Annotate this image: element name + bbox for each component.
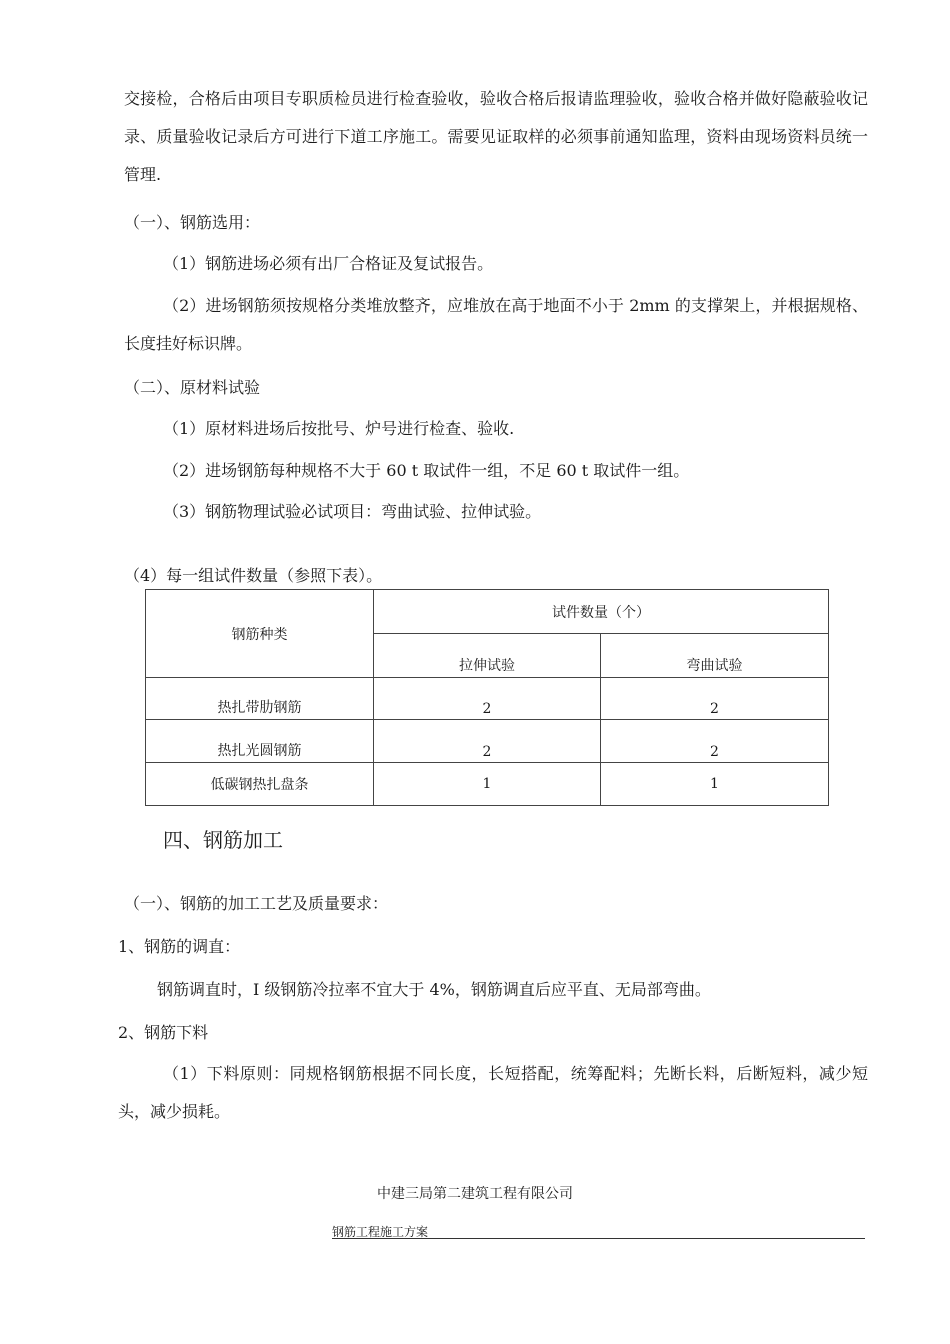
material-test-item-1: （1）原材料进场后按批号、炉号进行检查、验收. <box>163 419 515 438</box>
specimen-count-table <box>145 589 829 806</box>
table-cell-bend: 1 <box>601 763 829 806</box>
table-header-specimen-count: 试件数量（个） <box>374 590 829 634</box>
table-cell-bend: 2 <box>601 720 829 763</box>
footer-company-name: 中建三局第二建筑工程有限公司 <box>377 1186 573 1202</box>
table-header-steel-type: 钢筋种类 <box>146 590 374 678</box>
intro-paragraph: 交接检，合格后由项目专职质检员进行检查验收，验收合格后报请监理验收，验收合格并做好隐蔽验收记录、质量验收记录后方可进行下道工序施工。需要见证取样的必须事前通知监理，资料由现场资料员统一管理. <box>124 89 868 184</box>
table-header-tensile: 拉伸试验 <box>374 634 601 678</box>
steel-selection-item-1: （1）钢筋进场必须有出厂合格证及复试报告。 <box>163 254 494 273</box>
table-row <box>146 720 829 763</box>
section-material-test-title: （二）、原材料试验 <box>124 378 261 397</box>
straightening-text: 钢筋调直时，I 级钢筋冷拉率不宜大于 4%，钢筋调直后应平直、无局部弯曲。 <box>157 980 711 999</box>
material-test-item-2: （2）进场钢筋每种规格不大于 60 t 取试件一组，不足 60 t 取试件一组。 <box>163 461 690 480</box>
section-4-heading: 四、钢筋加工 <box>163 828 283 852</box>
section-steel-selection-title: （一）、钢筋选用： <box>124 213 261 232</box>
table-cell-tensile: 1 <box>374 763 601 806</box>
table-row <box>146 678 829 720</box>
table-cell-tensile: 2 <box>374 720 601 763</box>
steel-selection-item-2: （2）进场钢筋须按规格分类堆放整齐，应堆放在高于地面不小于 2mm 的支撑架上，并根据规格、长度挂好标识牌。 <box>124 296 868 353</box>
footer-divider <box>332 1238 865 1239</box>
straightening-title: 1、钢筋的调直： <box>118 937 241 956</box>
table-cell-type: 热扎光圆钢筋 <box>146 720 374 763</box>
footer-document-title: 钢筋工程施工方案 <box>332 1225 429 1239</box>
table-cell-tensile: 2 <box>374 678 601 720</box>
processing-subsection-title: （一）、钢筋的加工工艺及质量要求： <box>124 894 389 913</box>
cutting-text: （1）下料原则：同规格钢筋根据不同长度，长短搭配，统筹配料；先断长料，后断短料，减少短头，减少损耗。 <box>118 1064 868 1121</box>
table-header-bend: 弯曲试验 <box>601 634 829 678</box>
cutting-title: 2、钢筋下料 <box>118 1023 209 1042</box>
table-cell-type: 热扎带肋钢筋 <box>146 678 374 720</box>
material-test-item-4: （4）每一组试件数量（参照下表）。 <box>124 566 383 585</box>
material-test-item-3: （3）钢筋物理试验必试项目：弯曲试验、拉伸试验。 <box>163 502 542 521</box>
table-row <box>146 763 829 806</box>
table-cell-bend: 2 <box>601 678 829 720</box>
table-cell-type: 低碳钢热扎盘条 <box>146 763 374 806</box>
